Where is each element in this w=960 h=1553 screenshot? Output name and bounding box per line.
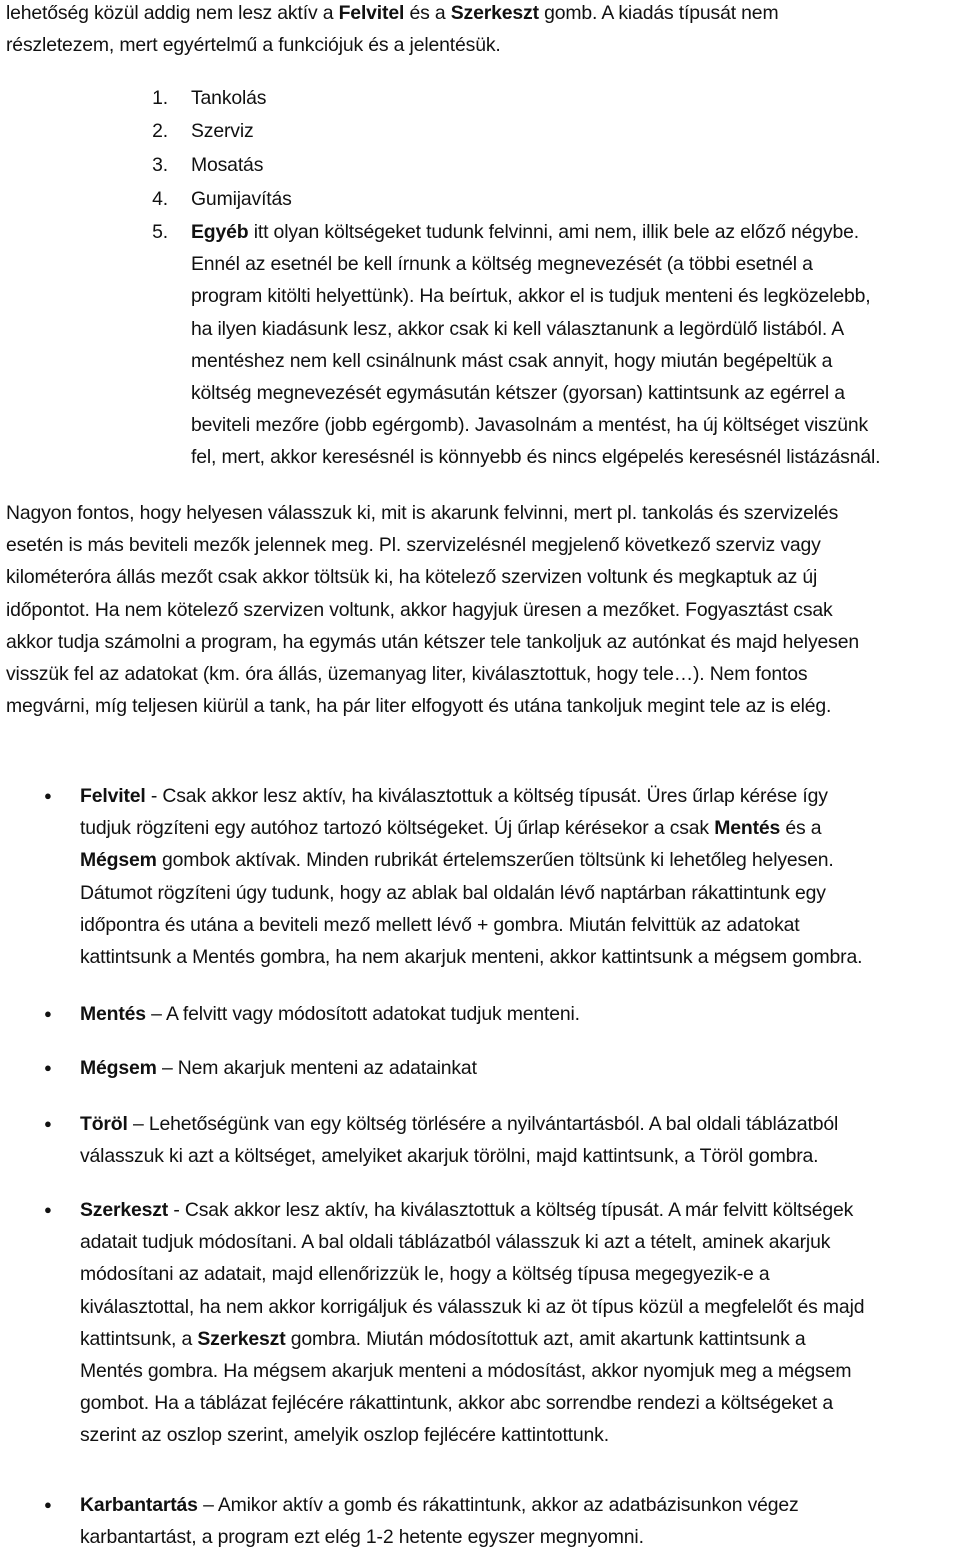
bullet-item-line [80,1419,609,1451]
list-number: 2. [152,120,168,142]
text-run: és a [404,2,451,24]
bullet-item-line [80,1291,864,1323]
bullet-icon: ● [44,1497,52,1512]
bold-term: Mentés [714,817,781,840]
text-run: módosítani az adatait, majd ellenőrizzük le, hogy a költség típusa megegyezik-e a [80,1263,770,1286]
text-run: akkor tudja számolni a program, ha egymás után kétszer tele tankoljuk az autónkat és majd helyesen [6,630,859,653]
bold-term: Mégsem [80,1057,157,1079]
text-run: ha ilyen kiadásunk lesz, akkor csak ki kell választanunk a legördülő listából. A [191,317,845,340]
text-run: karbantartást, a program ezt elég 1-2 hetente egyszer megnyomni. [80,1526,644,1549]
text-run: Mentés gombra. Ha mégsem akarjuk menteni a módosítást, akkor nyomjuk meg a mégsem [80,1360,852,1382]
text-run: Mosatás [191,154,264,176]
text-run: gombot. Ha a táblázat fejlécére rákattintunk, akkor abc sorrendbe rendezi a költségeket a [80,1392,834,1415]
text-run: – Amikor aktív a gomb és rákattintunk, akkor az adatbázisunkon végez [197,1494,799,1516]
note-line [6,561,817,593]
bold-term: Felvitel [338,2,405,24]
bold-term: Szerkeszt [80,1199,169,1221]
bullet-icon: ● [44,1060,52,1075]
bold-term: Egyéb [191,221,249,243]
text-run: időpontra és utána a beviteli mező mellett lévő + gombra. Miután felvittük az adatokat [80,913,800,936]
bullet-item-line [80,998,580,1030]
bullet-item-line [80,1323,806,1355]
text-run: - Csak akkor lesz aktív, ha kiválasztottuk a költség típusát. Üres űrlap kérése így [145,785,828,807]
text-run: - Csak akkor lesz aktív, ha kiválasztottuk a költség típusát. A már felvitt költségek [168,1199,854,1221]
list-number: 3. [152,154,168,176]
intro-line [6,29,501,61]
text-run: beviteli mezőre (jobb egérgomb). Javasolnám a mentést, ha új költséget viszünk [191,414,869,437]
list-item-line [191,409,868,441]
bullet-item-line [80,941,862,973]
text-run: esetén is más beviteli mezők jelennek meg. Pl. szervizelésnél megjelenő következő szerviz vagy [6,534,821,557]
text-run: kattintsunk a Mentés gombra, ha nem akarjuk menteni, akkor kattintsunk a mégsem gombra. [80,946,863,968]
text-run: visszük fel az adatokat (km. óra állás, üzemanyag liter, kiválasztottuk, hogy tele…). Nem fontos [6,663,808,685]
bullet-item-line [80,877,826,909]
text-run: megvárni, míg teljesen kiürül a tank, ha pár liter elfogyott és utána tankoljuk megint tele az is elég. [6,695,832,718]
bullet-item-line [80,1194,853,1226]
bold-term: Mégsem [80,849,157,872]
bullet-item-line [80,1108,838,1140]
text-run: – Lehetőségünk van egy költség törlésére a nyilvántartásból. A bal oldali táblázatból [127,1113,839,1135]
text-run: válasszuk ki azt a költséget, amelyiket akarjuk törölni, majd kattintsunk, a Töröl gombra. [80,1145,819,1168]
text-run: költség megnevezését egymásután kétszer (gyorsan) kattintsunk az egérrel a [191,382,845,404]
text-run: fel, mert, akkor keresésnél is könnyebb és nincs elgépelés keresésnél listázásnál. [191,446,881,469]
bullet-item-line [80,1052,477,1084]
list-number: 4. [152,188,168,210]
text-run: Gumijavítás [191,188,292,210]
bullet-item-line [80,1258,770,1290]
bold-term: Mentés [80,1003,146,1025]
text-run: Nagyon fontos, hogy helyesen válasszuk ki, mit is akarunk felvinni, mert pl. tankolás és szervizelés [6,502,839,524]
note-line [6,658,807,690]
bullet-icon: ● [44,788,52,803]
text-run: – Nem akarjuk menteni az adatainkat [156,1057,477,1079]
list-item-line [191,441,880,473]
bold-term: Töröl [80,1113,128,1135]
bold-term: Karbantartás [80,1494,198,1516]
note-line [6,594,833,626]
text-run: program kitölti helyettünk). Ha beírtuk, akkor el is tudjuk menteni és legközelebb, [191,285,871,308]
bold-term: Szerkeszt [197,1327,286,1350]
bold-term: Felvitel [80,785,146,807]
text-run: Ennél az esetnél be kell írnunk a költség megnevezését (a többi esetnél a [191,253,813,276]
list-item-line [191,313,844,345]
bullet-item-line [80,1489,799,1521]
text-run: és a [780,817,822,840]
text-run: időpontot. Ha nem kötelező szervizen voltunk, akkor hagyjuk üresen a mezőket. Fogyasztást csak [6,598,833,621]
text-run: adatait tudjuk módosítani. A bal oldali táblázatból válasszuk ki azt a tételt, aminek akarjuk [80,1231,831,1254]
text-run: tudjuk rögzíteni egy autóhoz tartozó költségeket. Új űrlap kérésekor a csak [80,817,715,840]
bullet-item-line [80,1387,833,1419]
text-run: gombok aktívak. Minden rubrikát értelemszerűen töltsünk ki lehetőleg helyesen. [156,849,834,872]
text-run: mentéshez nem kell csinálnunk mást csak annyit, hogy miután begépeltük a [191,349,833,372]
intro-line [6,0,778,29]
bullet-item-line [80,1226,830,1258]
text-run: Dátumot rögzíteni úgy tudunk, hogy az ablak bal oldalán lévő naptárban rákattintunk egy [80,881,826,904]
note-line [6,690,831,722]
text-run: gomb. A kiadás típusát nem [538,2,779,24]
list-item-line [191,216,859,248]
bullet-item-line [80,909,800,941]
bullet-item-line [80,812,821,844]
list-item-line [191,183,292,215]
note-line [6,626,859,658]
list-item-line [191,377,845,409]
note-line [6,497,838,529]
bold-term: Szerkeszt [450,2,539,24]
list-number: 1. [152,87,168,109]
note-line [6,529,821,561]
text-run: kiválasztottal, ha nem akkor korrigáljuk és válasszuk ki az öt típus közül a megfelelőt és majd [80,1295,865,1318]
text-run: – A felvitt vagy módosított adatokat tudjuk menteni. [145,1003,580,1025]
text-run: itt olyan költségeket tudunk felvinni, ami nem, illik bele az előző négybe. [248,221,859,243]
bullet-item-line [80,1355,851,1387]
list-item-line [191,149,263,181]
text-run: lehetőség közül addig nem lesz aktív a [6,2,339,24]
text-run: Szerviz [191,120,254,142]
bullet-item-line [80,780,828,812]
bullet-item-line [80,1521,644,1553]
text-run: Tankolás [191,87,267,109]
bullet-icon: ● [44,1116,52,1131]
list-number: 5. [152,221,168,243]
list-item-line [191,115,254,147]
bullet-icon: ● [44,1202,52,1217]
list-item-line [191,82,266,114]
text-run: gombra. Miután módosítottuk azt, amit akartunk kattintsunk a [285,1327,806,1350]
list-item-line [191,345,832,377]
list-item-line [191,280,871,312]
bullet-icon: ● [44,1006,52,1021]
text-run: részletezem, mert egyértelmű a funkciójuk és a jelentésük. [6,34,501,56]
bullet-item-line [80,1140,818,1172]
list-item-line [191,248,813,280]
text-run: kilométeróra állás mezőt csak akkor töltsük ki, ha kötelező szervizen voltunk és megkaptuk az új [6,566,818,589]
text-run: kattintsunk, a [80,1327,198,1350]
text-run: szerint az oszlop szerint, amelyik oszlop fejlécére kattintottunk. [80,1424,609,1447]
bullet-item-line [80,844,834,876]
